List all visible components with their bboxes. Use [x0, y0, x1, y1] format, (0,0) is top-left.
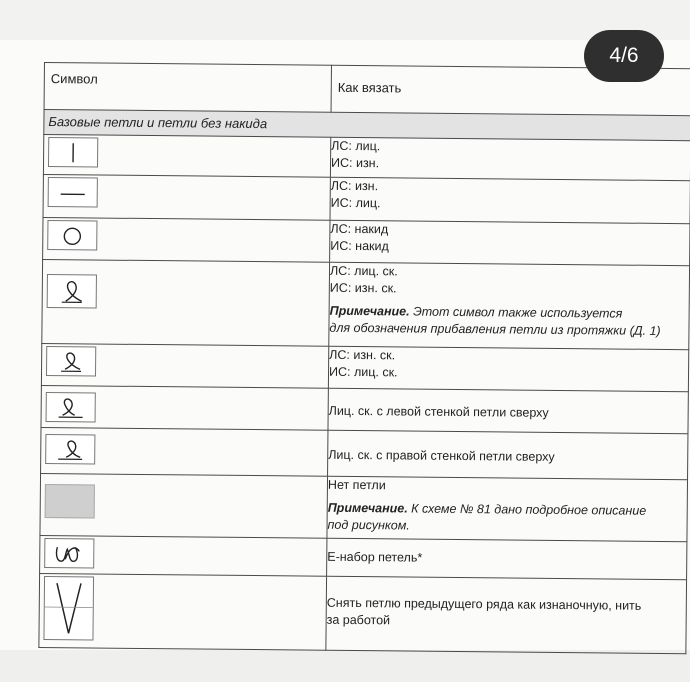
row-line: ЛС: лиц.: [331, 138, 381, 154]
twisted-loop-icon: [47, 274, 97, 308]
row-line: ЛС: накид: [330, 221, 389, 237]
bottom-strip: [0, 650, 690, 682]
row-line: ИС: изн.: [330, 155, 380, 171]
table-row: [43, 174, 690, 223]
note-text: для обозначения прибавления петли из протяжки (Д. 1): [329, 320, 661, 338]
table-row: [40, 535, 687, 579]
row-line: за работой: [326, 612, 391, 628]
table-row: [42, 259, 690, 349]
row-line: Е-набор петель*: [327, 549, 423, 565]
table-row: [41, 385, 688, 433]
note-label: Примечание.: [329, 303, 410, 319]
row-line: Нет петли: [327, 477, 386, 493]
row-line: ЛС: изн. ск.: [329, 347, 396, 363]
row-line: Лиц. ск. с правой стенкой петли сверху: [328, 447, 555, 464]
table-row: [40, 473, 688, 541]
right-twisted-loop-icon: [45, 434, 95, 464]
table-row: [41, 343, 688, 391]
note-text: Этот символ также используется: [413, 304, 623, 321]
vertical-line-icon: [48, 137, 98, 167]
table-row: [41, 427, 688, 479]
gray-square-icon: [45, 484, 95, 518]
section-title: Базовые петли и петли без накида: [44, 110, 690, 141]
row-line: ИС: изн. ск.: [329, 280, 397, 296]
twisted-loop-underline-icon: [46, 346, 96, 376]
note-text: К схеме № 81 дано подробное описание: [411, 501, 647, 518]
v-slip-icon: [43, 576, 94, 640]
note-label: Примечание.: [327, 500, 408, 516]
row-line: ЛС: изн.: [330, 178, 379, 194]
row-line: Лиц. ск. с левой стенкой петли сверху: [328, 403, 549, 420]
e-cast-on-icon: [44, 538, 94, 568]
row-line: Снять петлю предыдущего ряда как изнаночную, нить: [326, 595, 642, 613]
table-row: [39, 573, 687, 653]
left-twisted-loop-icon: [46, 392, 96, 422]
row-line: ИС: лиц. ск.: [328, 364, 398, 380]
row-line: ЛС: лиц. ск.: [329, 263, 398, 279]
table-row: [43, 135, 690, 181]
row-line: ИС: накид: [330, 238, 389, 254]
header-how-to-knit: Как вязать: [331, 65, 690, 115]
table-row: [43, 217, 690, 265]
circle-icon: [47, 220, 97, 250]
symbol-legend-table: [38, 62, 690, 654]
row-line: ИС: лиц.: [330, 195, 381, 211]
note-text: под рисунком.: [327, 517, 410, 533]
page-counter-badge: 4/6: [584, 30, 664, 82]
header-symbol: Символ: [44, 63, 331, 113]
horizontal-line-icon: [48, 177, 98, 207]
